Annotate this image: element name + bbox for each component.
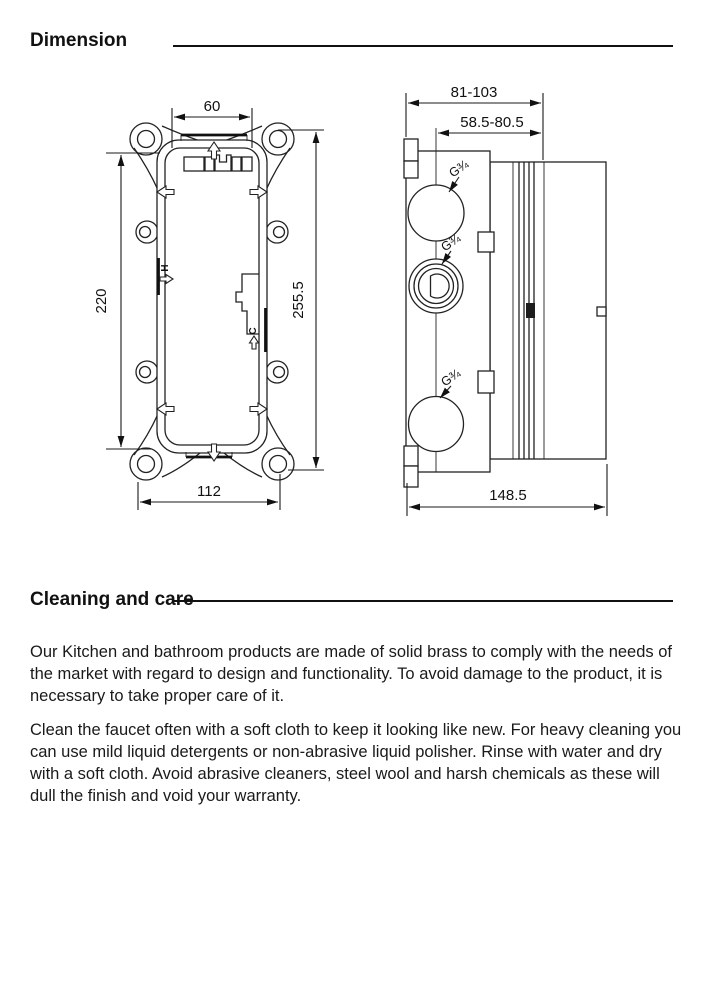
front-view (93, 98, 324, 510)
thread-label: G¾ (438, 231, 463, 255)
dim-81-103-label: 81-103 (450, 84, 498, 101)
dim-148-label: 148.5 (489, 487, 527, 504)
middle-port (409, 259, 463, 313)
edge-clip (597, 307, 606, 316)
cleaning-section-divider (173, 600, 673, 602)
thread-label: G¾ (446, 157, 471, 181)
dim-255-label: 255.5 (290, 281, 307, 319)
hot-label: H (160, 264, 171, 272)
dim-220-label: 220 (93, 288, 110, 314)
fin-clip (526, 303, 535, 318)
thread-label: G¾ (438, 366, 463, 390)
side-view (404, 84, 607, 516)
dim-60-label: 60 (203, 98, 221, 115)
dim-112-label: 112 (197, 483, 221, 500)
dimension-section-title: Dimension (30, 30, 128, 51)
dim-58-80-label: 58.5-80.5 (460, 114, 524, 131)
cleaning-paragraph-2: Clean the faucet often with a soft cloth to keep it looking like new. For heavy cleaning you can use mild liquid detergents or non-abrasive liquid polisher. Rinse with water and dry with a soft cloth. Avoid abrasive cleaners, steel wool and harsh chemicals as these will dull the finish and void your warranty. (30, 721, 682, 805)
cleaning-paragraph-1: Our Kitchen and bathroom products are made of solid brass to comply with the needs of the market with regard to design and functionality. To avoid damage to the product, it is necessary to take proper care of it. (30, 643, 673, 705)
bottom-port (409, 397, 464, 452)
cleaning-section-title: Cleaning and care (30, 589, 194, 610)
cold-label: C (248, 327, 259, 335)
